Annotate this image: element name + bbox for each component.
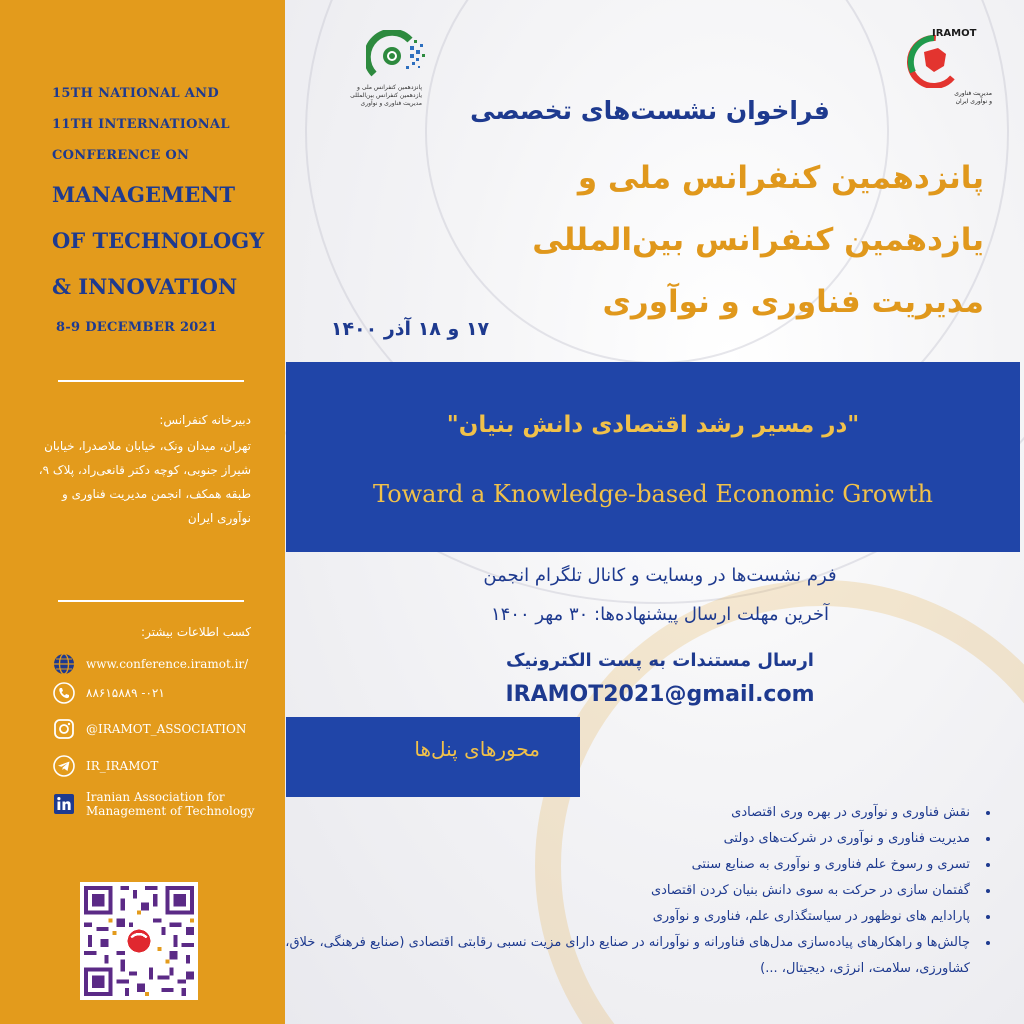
panel-topics-list bbox=[276, 800, 994, 982]
conference-title-line: پانزدهمین کنفرانس ملی و bbox=[577, 160, 984, 196]
secretariat-address: تهران، میدان ونک، خیابان ملاصدرا، خیابان شیراز جنوبی، کوچه دکتر قانعی‌راد، پلاک ۹، طبقه همکف، انجمن مدیریت فناوری و نوآوری ایران bbox=[38, 439, 251, 525]
conference-title-line: مدیریت فناوری و نوآوری bbox=[602, 284, 984, 320]
panels-header bbox=[286, 717, 580, 797]
instagram-text: @IRAMOT_ASSOCIATION bbox=[86, 722, 247, 736]
logo-caption: مدیریت فناوری bbox=[954, 90, 992, 97]
slogan-persian: "در مسیر رشد اقتصادی دانش بنیان" bbox=[446, 412, 860, 438]
logo-caption: یازدهمین کنفرانس بین‌المللی bbox=[350, 92, 422, 99]
instagram-link[interactable] bbox=[52, 716, 246, 742]
list-item: • مدیریت فناوری و نوآوری در شرکت‌های دولتی bbox=[276, 826, 976, 852]
instagram-icon bbox=[52, 717, 76, 741]
logo-caption: پانزدهمین کنفرانس ملی و bbox=[357, 84, 422, 91]
conference-en-title: OF TECHNOLOGY bbox=[52, 228, 265, 253]
qr-code[interactable] bbox=[80, 882, 198, 1000]
conference-en-line: 11TH INTERNATIONAL bbox=[52, 117, 230, 132]
more-info-label: کسب اطلاعات بیشتر: bbox=[141, 625, 251, 639]
deadline-info: آخرین مهلت ارسال پیشنهاده‌ها: ۳۰ مهر ۱۴۰۰ bbox=[490, 604, 830, 625]
conference-en-line: CONFERENCE ON bbox=[52, 148, 190, 163]
contact-email[interactable]: IRAMOT2021@gmail.com bbox=[505, 682, 815, 707]
form-info: فرم نشست‌ها در وبسایت و کانال تلگرام انجمن bbox=[483, 565, 837, 586]
send-docs-info: ارسال مستندات به پست الکترونیک bbox=[506, 650, 814, 671]
website-text: www.conference.iramot.ir/ bbox=[86, 657, 249, 671]
linkedin-icon bbox=[52, 792, 76, 816]
conference-en-line: 15TH NATIONAL AND bbox=[52, 86, 219, 101]
linkedin-text: Management of Technology bbox=[86, 804, 255, 818]
phone-text: ۰۲۱- ۸۸۶۱۵۸۸۹ bbox=[86, 686, 165, 700]
divider bbox=[58, 600, 244, 602]
sidebar bbox=[0, 0, 285, 1024]
conference-title-line: یازدهمین کنفرانس بین‌المللی bbox=[532, 222, 984, 258]
iramot-brand: IRAMOT bbox=[932, 28, 977, 39]
slogan-band bbox=[286, 362, 1020, 552]
conference-en-date: 8-9 DECEMBER 2021 bbox=[56, 320, 218, 335]
list-item: • چالش‌ها و راهکارهای پیاده‌سازی مدل‌های فناورانه و نوآورانه در صنایع دارای مزیت نسبی رقابتی اقتصادی (صنایع فرهنگی، خلاق، کشاورزی، سلامت، انرژی، دیجیتال، ...) bbox=[276, 930, 976, 982]
call-title: فراخوان نشست‌های تخصصی bbox=[470, 96, 830, 125]
list-item: • نقش فناوری و نوآوری در بهره وری اقتصادی bbox=[276, 800, 976, 826]
list-item: • پارادایم های نوظهور در سیاستگذاری علم، فناوری و نوآوری bbox=[276, 904, 976, 930]
list-item: • تسری و رسوخ علم فناوری و نوآوری به صنایع سنتی bbox=[276, 852, 976, 878]
conference-en-title: & INNOVATION bbox=[52, 274, 238, 299]
divider bbox=[58, 380, 244, 382]
logo-caption: و نوآوری ایران bbox=[955, 98, 992, 105]
linkedin-link[interactable] bbox=[52, 788, 255, 820]
slogan-english: Toward a Knowledge-based Economic Growth bbox=[373, 480, 933, 508]
phone-icon bbox=[52, 681, 76, 705]
logo-caption: مدیریت فناوری و نوآوری bbox=[360, 100, 422, 107]
linkedin-text: Iranian Association for bbox=[86, 790, 225, 804]
phone-link[interactable] bbox=[52, 680, 165, 706]
panels-title: محورهای پنل‌ها bbox=[414, 737, 540, 761]
conference-en-title: MANAGEMENT bbox=[52, 182, 236, 207]
telegram-icon bbox=[52, 754, 76, 778]
telegram-link[interactable] bbox=[52, 753, 158, 779]
list-item: • گفتمان سازی در حرکت به سوی دانش بنیان کردن اقتصادی bbox=[276, 878, 976, 904]
website-link[interactable] bbox=[52, 651, 248, 677]
globe-icon bbox=[52, 652, 76, 676]
telegram-text: IR_IRAMOT bbox=[86, 759, 159, 773]
secretariat-title: دبیرخانه کنفرانس: bbox=[159, 413, 251, 427]
conference-date: ۱۷ و ۱۸ آذر ۱۴۰۰ bbox=[330, 318, 490, 340]
